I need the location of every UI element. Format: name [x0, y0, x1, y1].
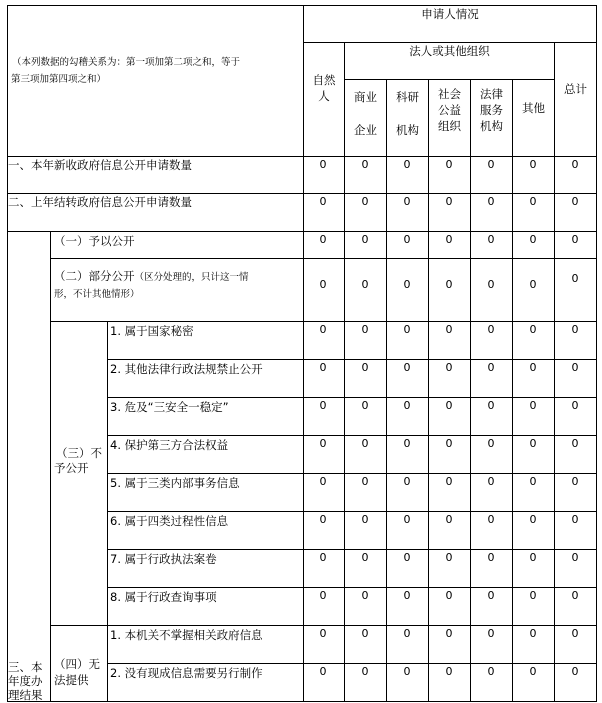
value-cell: 0 — [403, 627, 411, 640]
value-cell: 0 — [571, 513, 579, 526]
grid-line — [7, 5, 8, 702]
value-cell: 0 — [403, 158, 411, 171]
row-label-partial-title: （二）部分公开 — [54, 269, 135, 283]
value-cell: 0 — [445, 665, 453, 678]
row-group-label-results — [8, 660, 43, 702]
value-cell: 0 — [361, 399, 369, 412]
value-cell: 0 — [403, 278, 411, 291]
header-legal-group: 法人或其他组织 — [409, 44, 490, 58]
grid-line — [7, 231, 597, 232]
row-label-partial — [54, 268, 249, 303]
value-cell: 0 — [571, 399, 579, 412]
grid-line — [50, 625, 597, 626]
row-label-unable — [54, 656, 100, 688]
grid-line — [107, 321, 108, 702]
value-cell: 0 — [319, 513, 327, 526]
value-cell: 0 — [445, 233, 453, 246]
value-cell: 0 — [445, 323, 453, 336]
value-cell: 0 — [319, 361, 327, 374]
header-note-line-1: （本列数据的勾稽关系为：第一项加第二项之和，等于 — [12, 57, 241, 68]
row-label-unable-line-2: 法提供 — [54, 673, 89, 687]
value-cell: 0 — [571, 323, 579, 336]
value-cell: 0 — [445, 475, 453, 488]
value-cell: 0 — [361, 158, 369, 171]
value-cell: 0 — [319, 475, 327, 488]
value-cell: 0 — [529, 437, 537, 450]
value-cell: 0 — [319, 323, 327, 336]
value-cell: 0 — [529, 513, 537, 526]
value-cell: 0 — [403, 323, 411, 336]
grid-line — [428, 79, 429, 702]
value-cell: 0 — [571, 233, 579, 246]
deny-item-8: 8. 属于行政查询事项 — [110, 590, 217, 604]
value-cell: 0 — [529, 475, 537, 488]
value-cell: 0 — [319, 551, 327, 564]
value-cell: 0 — [529, 158, 537, 171]
deny-item-4: 4. 保护第三方合法权益 — [110, 438, 229, 452]
header-social-line-2: 公益 — [438, 103, 461, 117]
header-natural-person-line-2: 人 — [318, 89, 330, 103]
row-label-carried-over: 二、上年结转政府信息公开申请数量 — [8, 195, 192, 209]
header-social-line-3: 组织 — [438, 119, 461, 133]
value-cell: 0 — [445, 627, 453, 640]
grid-line — [50, 321, 597, 322]
grid-line — [50, 258, 597, 259]
grid-line — [50, 231, 51, 702]
header-research — [387, 80, 428, 148]
value-cell: 0 — [319, 233, 327, 246]
value-cell: 0 — [571, 665, 579, 678]
row-label-deny-line-2: 予公开 — [54, 461, 89, 475]
grid-line — [470, 79, 471, 702]
value-cell: 0 — [487, 475, 495, 488]
value-cell: 0 — [403, 195, 411, 208]
value-cell: 0 — [403, 475, 411, 488]
header-note-line-2: 第三项加第四项之和） — [11, 74, 107, 85]
row-group-label-results-line-3: 理结果 — [8, 688, 43, 702]
value-cell: 0 — [361, 437, 369, 450]
value-cell: 0 — [529, 627, 537, 640]
value-cell: 0 — [403, 399, 411, 412]
value-cell: 0 — [487, 551, 495, 564]
value-cell: 0 — [319, 627, 327, 640]
value-cell: 0 — [445, 158, 453, 171]
row-label-unable-line-1: （四）无 — [54, 657, 100, 671]
header-natural-person-line-1: 自然 — [312, 73, 336, 87]
value-cell: 0 — [361, 627, 369, 640]
value-cell: 0 — [529, 278, 537, 291]
row-label-partial-note-1: （区分处理的，只计这一情 — [134, 272, 249, 283]
header-applicant-situation: 申请人情况 — [421, 7, 479, 21]
value-cell: 0 — [361, 361, 369, 374]
header-legal-service-line-3: 机构 — [480, 119, 503, 133]
value-cell: 0 — [445, 195, 453, 208]
value-cell: 0 — [487, 513, 495, 526]
value-cell: 0 — [361, 233, 369, 246]
value-cell: 0 — [529, 233, 537, 246]
header-commercial — [345, 80, 386, 148]
value-cell: 0 — [403, 233, 411, 246]
row-label-new-requests: 一、本年新收政府信息公开申请数量 — [8, 158, 192, 172]
grid-line — [107, 435, 597, 436]
value-cell: 0 — [361, 475, 369, 488]
grid-line — [554, 42, 555, 702]
grid-line — [107, 663, 597, 664]
value-cell: 0 — [403, 437, 411, 450]
row-label-partial-note-2: 形，不计其他情形） — [54, 289, 140, 300]
value-cell: 0 — [571, 361, 579, 374]
header-commercial-line-2: 企业 — [354, 123, 377, 137]
value-cell: 0 — [319, 195, 327, 208]
value-cell: 0 — [319, 158, 327, 171]
value-cell: 0 — [445, 437, 453, 450]
grid-line — [107, 359, 597, 360]
value-cell: 0 — [487, 627, 495, 640]
deny-item-3: 3. 危及“三安全一稳定” — [110, 400, 229, 414]
value-cell: 0 — [487, 278, 495, 291]
value-cell: 0 — [445, 361, 453, 374]
grid-line — [7, 701, 597, 702]
header-other: 其他 — [522, 101, 545, 115]
value-cell: 0 — [571, 551, 579, 564]
value-cell: 0 — [361, 589, 369, 602]
header-commercial-line-1: 商业 — [354, 90, 377, 104]
value-cell: 0 — [487, 399, 495, 412]
value-cell: 0 — [403, 551, 411, 564]
value-cell: 0 — [487, 437, 495, 450]
grid-line — [107, 587, 597, 588]
value-cell: 0 — [445, 278, 453, 291]
row-label-deny-line-1: （三）不 — [56, 446, 102, 460]
value-cell: 0 — [529, 551, 537, 564]
value-cell: 0 — [487, 233, 495, 246]
value-cell: 0 — [361, 323, 369, 336]
value-cell: 0 — [403, 665, 411, 678]
deny-item-2: 2. 其他法律行政法规禁止公开 — [110, 362, 263, 376]
value-cell: 0 — [529, 589, 537, 602]
value-cell: 0 — [571, 589, 579, 602]
deny-item-6: 6. 属于四类过程性信息 — [110, 514, 229, 528]
header-total: 总计 — [564, 82, 587, 96]
header-legal-service-line-2: 服务 — [480, 103, 503, 117]
value-cell: 0 — [529, 399, 537, 412]
value-cell: 0 — [529, 361, 537, 374]
value-cell: 0 — [571, 627, 579, 640]
value-cell: 0 — [571, 437, 579, 450]
value-cell: 0 — [487, 158, 495, 171]
value-cell: 0 — [361, 665, 369, 678]
value-cell: 0 — [319, 665, 327, 678]
value-cell: 0 — [361, 195, 369, 208]
value-cell: 0 — [487, 665, 495, 678]
value-cell: 0 — [571, 158, 579, 171]
unable-item-2: 2. 没有现成信息需要另行制作 — [110, 666, 263, 680]
deny-item-5: 5. 属于三类内部事务信息 — [110, 476, 240, 490]
deny-item-1: 1. 属于国家秘密 — [110, 324, 194, 338]
row-label-grant: （一）予以公开 — [54, 234, 135, 248]
value-cell: 0 — [403, 513, 411, 526]
header-legal-service-line-1: 法律 — [480, 87, 503, 101]
value-cell: 0 — [319, 589, 327, 602]
value-cell: 0 — [319, 278, 327, 291]
header-social-line-1: 社会 — [438, 87, 461, 101]
row-group-label-results-line-1: 三、本 — [8, 660, 43, 674]
value-cell: 0 — [487, 195, 495, 208]
value-cell: 0 — [403, 361, 411, 374]
value-cell: 0 — [487, 589, 495, 602]
grid-line — [303, 5, 304, 702]
grid-line — [386, 79, 387, 702]
value-cell: 0 — [361, 278, 369, 291]
value-cell: 0 — [571, 475, 579, 488]
value-cell: 0 — [361, 551, 369, 564]
grid-line — [107, 549, 597, 550]
header-research-line-1: 科研 — [396, 90, 419, 104]
value-cell: 0 — [361, 513, 369, 526]
value-cell: 0 — [571, 272, 579, 285]
grid-line — [107, 511, 597, 512]
value-cell: 0 — [403, 589, 411, 602]
row-label-deny — [54, 446, 102, 476]
grid-line — [596, 5, 597, 702]
value-cell: 0 — [487, 361, 495, 374]
header-social — [429, 86, 470, 134]
grid-line — [512, 79, 513, 702]
header-research-line-2: 机构 — [396, 123, 419, 137]
grid-line — [107, 397, 597, 398]
value-cell: 0 — [445, 551, 453, 564]
value-cell: 0 — [529, 665, 537, 678]
value-cell: 0 — [319, 399, 327, 412]
value-cell: 0 — [571, 195, 579, 208]
grid-line — [107, 473, 597, 474]
value-cell: 0 — [319, 437, 327, 450]
value-cell: 0 — [529, 195, 537, 208]
deny-item-7: 7. 属于行政执法案卷 — [110, 552, 217, 566]
header-note — [12, 54, 240, 88]
value-cell: 0 — [445, 399, 453, 412]
value-cell: 0 — [445, 589, 453, 602]
value-cell: 0 — [445, 513, 453, 526]
row-group-label-results-line-2: 年度办 — [8, 674, 43, 688]
value-cell: 0 — [529, 323, 537, 336]
value-cell: 0 — [487, 323, 495, 336]
unable-item-1: 1. 本机关不掌握相关政府信息 — [110, 628, 263, 642]
header-legal-service — [471, 86, 512, 134]
header-natural-person — [304, 72, 344, 104]
